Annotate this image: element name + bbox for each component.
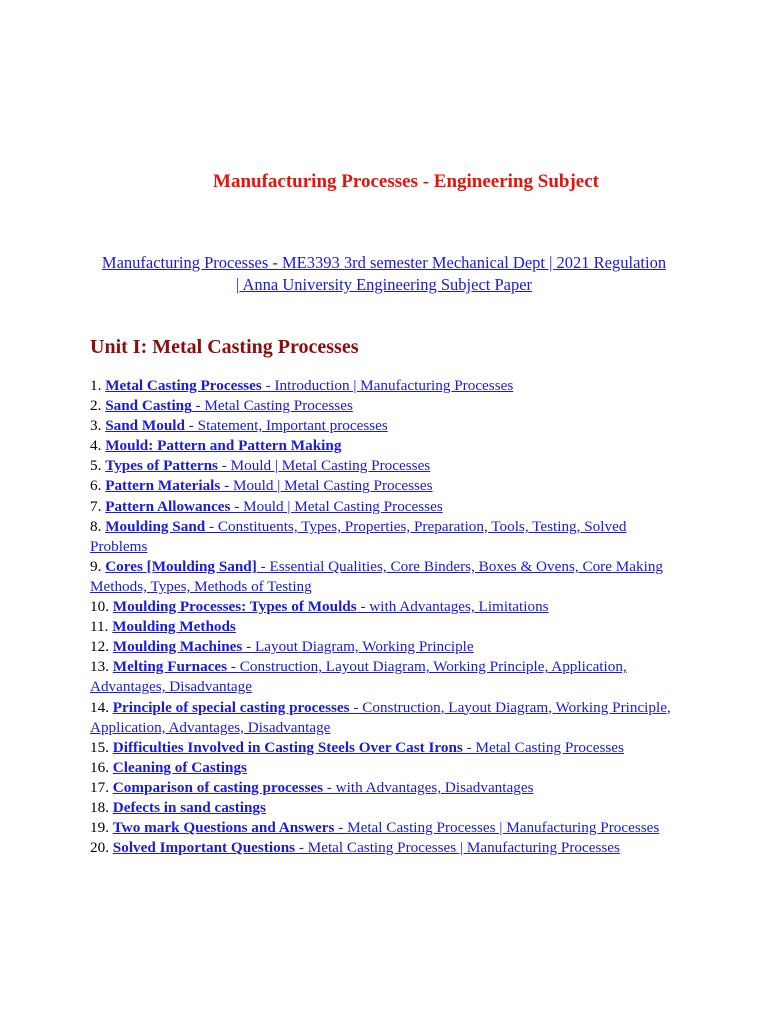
topic-item <box>90 396 680 416</box>
topic-item <box>90 497 680 517</box>
topic-description: - Mould | Metal Casting Processes <box>220 477 433 495</box>
topic-link[interactable] <box>113 799 266 816</box>
topic-description: - Introduction | Manufacturing Processes <box>261 377 514 394</box>
topic-item <box>90 376 680 396</box>
topic-title: Moulding Sand <box>105 517 206 535</box>
topic-item <box>90 597 680 617</box>
topic-number: 16. <box>90 758 109 776</box>
topic-link[interactable] <box>90 518 626 555</box>
topic-link[interactable] <box>113 779 534 796</box>
topic-item <box>90 818 680 838</box>
topic-number: 18. <box>90 798 109 816</box>
unit-heading: Unit I: Metal Casting Processes <box>90 336 359 358</box>
topic-title: Cleaning of Castings <box>112 758 247 776</box>
topic-description: - Construction, Layout Diagram, Working Principle, Application, Advantages, Disadvantage <box>90 698 671 736</box>
topic-number: 4. <box>90 437 102 455</box>
topic-number: 6. <box>90 477 102 495</box>
topic-link[interactable] <box>112 618 236 635</box>
topic-title: Types of Patterns <box>105 457 218 475</box>
topic-title: Cores [Moulding Sand] <box>105 557 257 575</box>
topic-number: 13. <box>90 658 109 676</box>
topic-description: - Metal Casting Processes <box>462 738 624 756</box>
topic-number: 12. <box>90 638 109 656</box>
topic-item <box>90 617 680 637</box>
topic-link[interactable] <box>105 498 443 515</box>
topic-description: - Essential Qualities, Core Binders, Boxes & Ovens, Core Making Methods, Types, Methods of Testing <box>90 557 664 595</box>
topic-title: Solved Important Questions <box>112 839 296 857</box>
topic-item <box>90 456 680 476</box>
topic-title: Comparison of casting processes <box>112 778 324 796</box>
topic-link[interactable] <box>105 397 353 414</box>
topic-description: - with Advantages, Disadvantages <box>323 778 534 796</box>
topic-title: Moulding Methods <box>112 618 236 636</box>
topic-number: 9. <box>90 557 102 575</box>
topic-item <box>90 798 680 818</box>
topic-item <box>90 416 680 436</box>
topic-link[interactable] <box>113 759 247 776</box>
topic-description: - Mould | Metal Casting Processes <box>230 497 443 515</box>
topic-number: 19. <box>90 819 109 837</box>
topic-item <box>90 637 680 657</box>
topic-item <box>90 758 680 778</box>
topic-title: Principle of special casting processes <box>112 698 350 716</box>
topic-item <box>90 838 680 858</box>
topic-number: 14. <box>90 698 109 716</box>
topic-item <box>90 436 680 456</box>
topic-title: Moulding Processes: Types of Moulds <box>112 598 357 616</box>
topic-title: Difficulties Involved in Casting Steels Over Cast Irons <box>112 738 463 756</box>
topic-link[interactable] <box>90 658 627 695</box>
topic-number: 10. <box>90 598 109 616</box>
topic-link[interactable] <box>113 839 620 856</box>
subject-paper-link[interactable]: Manufacturing Processes - ME3393 3rd semester Mechanical Dept | 2021 Regulation | Anna University Engineering Subject Paper <box>101 253 667 294</box>
topic-number: 2. <box>90 397 102 415</box>
topic-link[interactable] <box>105 437 341 454</box>
topic-item <box>90 778 680 798</box>
topic-description: - Metal Casting Processes | Manufacturing Processes <box>295 839 620 857</box>
topic-link[interactable] <box>90 558 663 595</box>
topic-link[interactable] <box>113 819 660 836</box>
topic-description: - Layout Diagram, Working Principle <box>242 638 474 656</box>
topic-title: Pattern Materials <box>105 477 221 495</box>
topic-title: Metal Casting Processes <box>105 377 262 394</box>
topic-title: Pattern Allowances <box>105 497 231 515</box>
topic-description: - Metal Casting Processes <box>191 397 353 415</box>
topic-list <box>90 376 680 858</box>
topic-link[interactable] <box>90 699 671 736</box>
topic-number: 8. <box>90 517 102 535</box>
topic-item <box>90 657 680 697</box>
topic-title: Two mark Questions and Answers <box>112 819 335 837</box>
topic-title: Sand Casting <box>105 397 192 415</box>
topic-item <box>90 557 680 597</box>
topic-link[interactable] <box>113 598 549 615</box>
topic-link[interactable] <box>105 457 430 474</box>
topic-description: - Mould | Metal Casting Processes <box>217 457 431 475</box>
topic-title: Mould: Pattern and Pattern Making <box>105 437 342 455</box>
topic-title: Sand Mould <box>105 417 185 435</box>
topic-title: Defects in sand castings <box>112 798 266 816</box>
topic-description: - Construction, Layout Diagram, Working Principle, Application, Advantages, Disadvantage <box>90 658 627 696</box>
topic-number: 11. <box>90 618 109 636</box>
topic-link[interactable] <box>105 377 513 394</box>
topic-title: Melting Furnaces <box>112 658 228 676</box>
topic-number: 7. <box>90 497 102 515</box>
topic-link[interactable] <box>113 739 624 756</box>
topic-number: 15. <box>90 738 109 756</box>
topic-link[interactable] <box>105 417 388 434</box>
topic-link[interactable] <box>113 638 474 655</box>
topic-number: 1. <box>90 377 102 394</box>
topic-description: - with Advantages, Limitations <box>356 598 549 616</box>
topic-number: 5. <box>90 457 102 475</box>
topic-item <box>90 517 680 557</box>
topic-number: 3. <box>90 417 102 435</box>
page-title: Manufacturing Processes - Engineering Subject <box>213 171 599 192</box>
topic-item <box>90 738 680 758</box>
topic-description: - Metal Casting Processes | Manufacturing Processes <box>334 819 660 837</box>
topic-link[interactable] <box>105 477 432 494</box>
topic-description: - Constituents, Types, Properties, Preparation, Tools, Testing, Solved Problems <box>90 517 627 555</box>
topic-description: - Statement, Important processes <box>184 417 388 435</box>
topic-item <box>90 698 680 738</box>
topic-title: Moulding Machines <box>112 638 243 656</box>
topic-number: 17. <box>90 778 109 796</box>
topic-number: 20. <box>90 839 109 857</box>
topic-item <box>90 476 680 496</box>
